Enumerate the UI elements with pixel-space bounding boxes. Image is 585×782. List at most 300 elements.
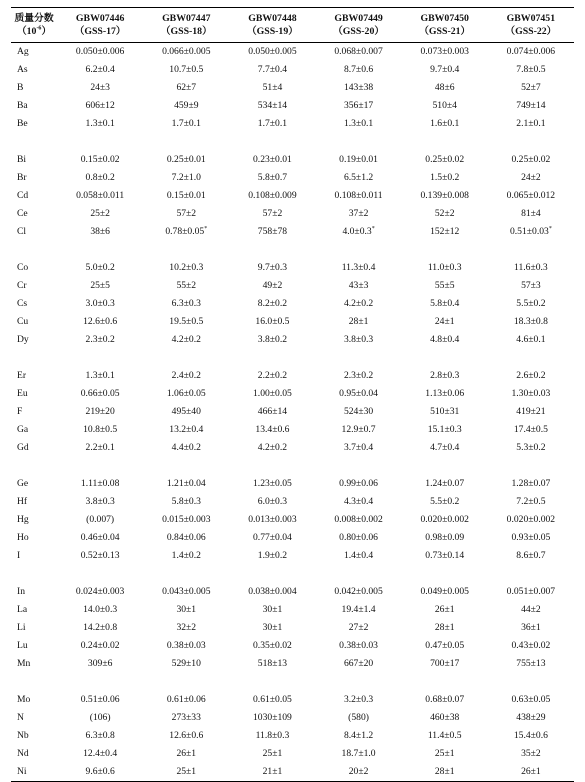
value-cell: (580) bbox=[348, 712, 369, 723]
value-cell: 0.52±0.13 bbox=[80, 550, 120, 561]
value-cell: 24±1 bbox=[434, 316, 455, 327]
value-cell: 3.8±0.2 bbox=[257, 334, 288, 345]
value-cell: 4.0±0.3* bbox=[342, 225, 375, 237]
column-name-0: （GSS-17） bbox=[74, 26, 126, 37]
header-row-codes bbox=[11, 8, 574, 26]
value-cell: 30±1 bbox=[176, 604, 197, 615]
element-symbol: Er bbox=[17, 370, 27, 381]
value-cell: 12.6±0.6 bbox=[83, 316, 118, 327]
value-cell: 2.6±0.2 bbox=[516, 370, 546, 381]
table-row bbox=[11, 331, 574, 349]
value-cell: 4.4±0.2 bbox=[171, 442, 201, 453]
element-symbol: Eu bbox=[17, 388, 28, 399]
table-row bbox=[11, 43, 574, 62]
value-cell: 4.2±0.2 bbox=[343, 298, 374, 309]
table-row bbox=[11, 79, 574, 97]
value-cell: 38±6 bbox=[90, 226, 110, 237]
column-name-3: （GSS-20） bbox=[332, 26, 385, 37]
value-cell: 1.23±0.05 bbox=[253, 478, 292, 489]
table-row bbox=[11, 691, 574, 709]
value-cell: 0.038±0.004 bbox=[248, 586, 297, 597]
element-symbol: Ce bbox=[17, 208, 28, 219]
value-cell: 1.7±0.1 bbox=[257, 118, 288, 129]
value-cell: 459±9 bbox=[174, 100, 199, 111]
value-cell: 1.06±0.05 bbox=[166, 388, 206, 399]
element-symbol: As bbox=[17, 64, 28, 75]
value-cell: 10.8±0.5 bbox=[83, 424, 118, 435]
value-cell: 0.98±0.09 bbox=[425, 532, 465, 543]
value-cell: 1.13±0.06 bbox=[425, 388, 465, 399]
value-cell: 529±10 bbox=[171, 658, 201, 669]
value-cell: 55±5 bbox=[434, 280, 455, 291]
value-cell: 0.15±0.01 bbox=[166, 190, 206, 201]
value-cell: 43±3 bbox=[348, 280, 369, 291]
value-cell: 0.065±0.012 bbox=[506, 190, 556, 201]
element-symbol: Bi bbox=[17, 154, 27, 165]
value-cell: 11.8±0.3 bbox=[255, 730, 290, 741]
value-cell: 24±2 bbox=[521, 172, 541, 183]
value-cell: 35±2 bbox=[521, 748, 541, 759]
element-symbol: Co bbox=[17, 262, 29, 273]
value-cell: 0.35±0.02 bbox=[253, 640, 292, 651]
value-cell: 1.9±0.2 bbox=[257, 550, 288, 561]
value-cell: 1.4±0.2 bbox=[171, 550, 201, 561]
element-symbol: F bbox=[17, 406, 23, 417]
value-cell: 0.015±0.003 bbox=[162, 514, 211, 525]
value-cell: 13.2±0.4 bbox=[169, 424, 204, 435]
value-cell: 0.38±0.03 bbox=[166, 640, 206, 651]
value-cell: 2.4±0.2 bbox=[171, 370, 201, 381]
value-cell: (0.007) bbox=[86, 514, 115, 525]
value-cell: 8.6±0.7 bbox=[516, 550, 546, 561]
value-cell: 28±1 bbox=[434, 766, 455, 777]
value-cell: 0.25±0.01 bbox=[166, 154, 206, 165]
table-row bbox=[11, 313, 574, 331]
value-cell: 518±13 bbox=[257, 658, 288, 669]
value-cell: 6.2±0.4 bbox=[85, 64, 115, 75]
value-cell: 11.6±0.3 bbox=[514, 262, 548, 273]
value-cell: 11.4±0.5 bbox=[427, 730, 462, 741]
unit-label-sub: $(10^{-6})$ bbox=[16, 25, 52, 37]
value-cell: 7.2±0.5 bbox=[516, 496, 546, 507]
table-row bbox=[11, 763, 574, 782]
value-cell: 2.1±0.1 bbox=[516, 118, 546, 129]
value-cell: 758±78 bbox=[257, 226, 288, 237]
value-cell: 6.3±0.8 bbox=[85, 730, 115, 741]
column-code-2: GBW07448 bbox=[248, 13, 297, 24]
table-row bbox=[11, 637, 574, 655]
value-cell: 57±3 bbox=[521, 280, 541, 291]
value-cell: 37±2 bbox=[348, 208, 369, 219]
value-cell: 606±12 bbox=[85, 100, 115, 111]
value-cell: 0.68±0.07 bbox=[425, 694, 465, 705]
element-symbol: Cs bbox=[17, 298, 28, 309]
element-symbol: Ge bbox=[17, 478, 29, 489]
value-cell: 1.11±0.08 bbox=[80, 478, 120, 489]
value-cell: 14.0±0.3 bbox=[83, 604, 118, 615]
table-row bbox=[11, 601, 574, 619]
value-cell: 1.6±0.1 bbox=[430, 118, 460, 129]
table-row bbox=[11, 493, 574, 511]
value-cell: 219±20 bbox=[85, 406, 115, 417]
value-cell: 1.30±0.03 bbox=[511, 388, 551, 399]
element-symbol: Ba bbox=[17, 100, 28, 111]
value-cell: 21±1 bbox=[262, 766, 283, 777]
value-cell: 273±33 bbox=[171, 712, 201, 723]
value-cell: 7.2±1.0 bbox=[171, 172, 201, 183]
value-cell: 5.5±0.2 bbox=[430, 496, 460, 507]
value-cell: 26±1 bbox=[176, 748, 197, 759]
element-symbol: Cl bbox=[17, 226, 27, 237]
value-cell: 755±13 bbox=[516, 658, 546, 669]
value-cell: 3.8±0.3 bbox=[85, 496, 115, 507]
value-cell: 6.5±1.2 bbox=[343, 172, 374, 183]
value-cell: 0.23±0.01 bbox=[253, 154, 292, 165]
value-cell: 0.050±0.005 bbox=[248, 46, 297, 57]
value-cell: 0.24±0.02 bbox=[80, 640, 120, 651]
table-row bbox=[11, 619, 574, 637]
element-symbol: Mn bbox=[17, 658, 31, 669]
value-cell: 0.61±0.05 bbox=[253, 694, 292, 705]
column-code-0: GBW07446 bbox=[75, 13, 125, 24]
element-symbol: Ga bbox=[17, 424, 29, 435]
value-cell: 13.4±0.6 bbox=[255, 424, 290, 435]
value-cell: 2.8±0.3 bbox=[430, 370, 460, 381]
value-cell: 0.19±0.01 bbox=[339, 154, 378, 165]
value-cell: 3.2±0.3 bbox=[343, 694, 374, 705]
value-cell: 19.5±0.5 bbox=[169, 316, 204, 327]
value-cell: 0.074±0.006 bbox=[506, 46, 556, 57]
element-symbol: Ag bbox=[17, 46, 29, 57]
value-cell: 524±30 bbox=[343, 406, 374, 417]
value-cell: 6.0±0.3 bbox=[257, 496, 288, 507]
value-cell: 62±7 bbox=[176, 82, 197, 93]
table-row bbox=[11, 223, 574, 241]
value-cell: 25±5 bbox=[90, 280, 110, 291]
column-code-3: GBW07449 bbox=[334, 13, 383, 24]
element-symbol: Gd bbox=[17, 442, 29, 453]
value-cell: 4.2±0.2 bbox=[257, 442, 288, 453]
value-cell: 7.7±0.4 bbox=[257, 64, 288, 75]
value-cell: 0.108±0.009 bbox=[248, 190, 297, 201]
value-cell: 36±1 bbox=[521, 622, 541, 633]
element-symbol: Br bbox=[17, 172, 27, 183]
column-code-4: GBW07450 bbox=[420, 13, 469, 24]
element-symbol: B bbox=[17, 82, 24, 93]
table-row bbox=[11, 745, 574, 763]
value-cell: 5.8±0.3 bbox=[171, 496, 201, 507]
value-cell: 3.0±0.3 bbox=[85, 298, 115, 309]
value-cell: 0.024±0.003 bbox=[75, 586, 125, 597]
value-cell: 0.15±0.02 bbox=[80, 154, 120, 165]
value-cell: 4.6±0.1 bbox=[516, 334, 546, 345]
value-cell: 44±2 bbox=[521, 604, 541, 615]
value-cell: 1.3±0.1 bbox=[85, 118, 115, 129]
value-cell: 26±1 bbox=[434, 604, 455, 615]
value-cell: 15.1±0.3 bbox=[427, 424, 462, 435]
value-cell: 27±2 bbox=[348, 622, 369, 633]
group-spacer bbox=[11, 565, 574, 583]
element-symbol: I bbox=[17, 550, 21, 561]
element-symbol: Ni bbox=[17, 766, 27, 777]
value-cell: 8.4±1.2 bbox=[343, 730, 374, 741]
table-body bbox=[11, 43, 574, 782]
value-cell: (106) bbox=[89, 712, 111, 723]
value-cell: 0.63±0.05 bbox=[511, 694, 551, 705]
value-cell: 30±1 bbox=[262, 604, 283, 615]
value-cell: 12.4±0.4 bbox=[83, 748, 118, 759]
value-cell: 143±38 bbox=[343, 82, 374, 93]
footnote-mark: * bbox=[204, 225, 208, 232]
value-cell: 0.25±0.02 bbox=[425, 154, 465, 165]
value-cell: 2.2±0.2 bbox=[257, 370, 288, 381]
value-cell: 0.068±0.007 bbox=[334, 46, 383, 57]
value-cell: 16.0±0.5 bbox=[255, 316, 290, 327]
value-cell: 10.2±0.3 bbox=[169, 262, 204, 273]
value-cell: 0.008±0.002 bbox=[334, 514, 383, 525]
table-row bbox=[11, 115, 574, 133]
value-cell: 5.0±0.2 bbox=[85, 262, 115, 273]
value-cell: 11.3±0.4 bbox=[341, 262, 376, 273]
value-cell: 5.8±0.7 bbox=[257, 172, 288, 183]
group-spacer bbox=[11, 457, 574, 475]
element-symbol: Hg bbox=[17, 514, 29, 525]
value-cell: 30±1 bbox=[262, 622, 283, 633]
value-cell: 52±2 bbox=[434, 208, 455, 219]
table-row bbox=[11, 385, 574, 403]
element-symbol: Be bbox=[17, 118, 28, 129]
value-cell: 2.3±0.2 bbox=[85, 334, 115, 345]
table-row bbox=[11, 187, 574, 205]
value-cell: 0.38±0.03 bbox=[339, 640, 378, 651]
element-symbol: Mo bbox=[17, 694, 31, 705]
value-cell: 0.73±0.14 bbox=[425, 550, 465, 561]
value-cell: 9.7±0.4 bbox=[430, 64, 460, 75]
element-symbol: La bbox=[17, 604, 28, 615]
value-cell: 25±2 bbox=[90, 208, 110, 219]
value-cell: 11.0±0.3 bbox=[427, 262, 462, 273]
value-cell: 9.7±0.3 bbox=[257, 262, 288, 273]
value-cell: 1.5±0.2 bbox=[430, 172, 460, 183]
element-symbol: Lu bbox=[17, 640, 28, 651]
value-cell: 3.8±0.3 bbox=[343, 334, 374, 345]
value-cell: 12.6±0.6 bbox=[169, 730, 204, 741]
value-cell: 28±1 bbox=[348, 316, 369, 327]
value-cell: 20±2 bbox=[348, 766, 369, 777]
value-cell: 5.8±0.4 bbox=[430, 298, 460, 309]
value-cell: 4.3±0.4 bbox=[343, 496, 374, 507]
table-row bbox=[11, 61, 574, 79]
element-symbol: Nb bbox=[17, 730, 29, 741]
column-name-5: （GSS-22） bbox=[505, 26, 557, 37]
footnote-mark: * bbox=[371, 225, 375, 232]
value-cell: 0.020±0.002 bbox=[420, 514, 469, 525]
value-cell: 0.013±0.003 bbox=[248, 514, 297, 525]
value-cell: 0.78±0.05* bbox=[165, 225, 208, 237]
group-spacer bbox=[11, 241, 574, 259]
value-cell: 14.2±0.8 bbox=[83, 622, 118, 633]
value-cell: 0.139±0.008 bbox=[420, 190, 469, 201]
value-cell: 1.24±0.07 bbox=[425, 478, 465, 489]
footnote-mark: * bbox=[548, 225, 552, 232]
value-cell: 18.7±1.0 bbox=[341, 748, 376, 759]
value-cell: 0.61±0.06 bbox=[166, 694, 206, 705]
table-row bbox=[11, 727, 574, 745]
value-cell: 25±1 bbox=[262, 748, 283, 759]
value-cell: 4.8±0.4 bbox=[430, 334, 460, 345]
value-cell: 0.84±0.06 bbox=[166, 532, 206, 543]
value-cell: 52±7 bbox=[521, 82, 541, 93]
element-symbol: Nd bbox=[17, 748, 29, 759]
table-row bbox=[11, 367, 574, 385]
value-cell: 19.4±1.4 bbox=[341, 604, 376, 615]
group-spacer bbox=[11, 133, 574, 151]
value-cell: 1.21±0.04 bbox=[166, 478, 206, 489]
value-cell: 18.3±0.8 bbox=[513, 316, 548, 327]
value-cell: 25±1 bbox=[176, 766, 197, 777]
value-cell: 0.108±0.011 bbox=[334, 190, 383, 201]
table-row bbox=[11, 511, 574, 529]
value-cell: 0.8±0.2 bbox=[85, 172, 115, 183]
value-cell: 0.99±0.06 bbox=[339, 478, 378, 489]
column-code-1: GBW07447 bbox=[162, 13, 211, 24]
value-cell: 6.3±0.3 bbox=[171, 298, 201, 309]
value-cell: 55±2 bbox=[176, 280, 197, 291]
value-cell: 1.7±0.1 bbox=[171, 118, 201, 129]
value-cell: 1030±109 bbox=[253, 712, 292, 723]
value-cell: 1.3±0.1 bbox=[343, 118, 374, 129]
element-symbol: Ho bbox=[17, 532, 29, 543]
table-row bbox=[11, 205, 574, 223]
value-cell: 10.7±0.5 bbox=[169, 64, 204, 75]
table-row bbox=[11, 259, 574, 277]
table-row bbox=[11, 421, 574, 439]
value-cell: 57±2 bbox=[262, 208, 283, 219]
value-cell: 356±17 bbox=[343, 100, 374, 111]
column-name-1: （GSS-18） bbox=[160, 26, 212, 37]
value-cell: 495±40 bbox=[171, 406, 201, 417]
value-cell: 5.5±0.2 bbox=[516, 298, 546, 309]
value-cell: 2.2±0.1 bbox=[85, 442, 115, 453]
value-cell: 1.4±0.4 bbox=[343, 550, 374, 561]
table-row bbox=[11, 655, 574, 673]
value-cell: 309±6 bbox=[87, 658, 113, 669]
value-cell: 2.3±0.2 bbox=[343, 370, 374, 381]
value-cell: 0.66±0.05 bbox=[80, 388, 120, 399]
value-cell: 0.77±0.04 bbox=[253, 532, 292, 543]
value-cell: 0.93±0.05 bbox=[511, 532, 551, 543]
value-cell: 24±3 bbox=[90, 82, 110, 93]
value-cell: 667±20 bbox=[343, 658, 374, 669]
table-row bbox=[11, 709, 574, 727]
value-cell: 1.28±0.07 bbox=[511, 478, 551, 489]
value-cell: 48±6 bbox=[434, 82, 455, 93]
value-cell: 12.9±0.7 bbox=[341, 424, 376, 435]
value-cell: 28±1 bbox=[434, 622, 455, 633]
value-cell: 0.80±0.06 bbox=[339, 532, 378, 543]
value-cell: 9.6±0.6 bbox=[85, 766, 115, 777]
table-row bbox=[11, 277, 574, 295]
value-cell: 4.2±0.2 bbox=[171, 334, 201, 345]
value-cell: 460±38 bbox=[430, 712, 460, 723]
table-row bbox=[11, 97, 574, 115]
value-cell: 438±29 bbox=[516, 712, 546, 723]
value-cell: 1.3±0.1 bbox=[85, 370, 115, 381]
value-cell: 0.066±0.005 bbox=[162, 46, 211, 57]
element-symbol: N bbox=[17, 712, 24, 723]
value-cell: 17.4±0.5 bbox=[513, 424, 548, 435]
value-cell: 0.25±0.02 bbox=[511, 154, 551, 165]
value-cell: 15.4±0.6 bbox=[513, 730, 548, 741]
group-spacer bbox=[11, 673, 574, 691]
value-cell: 0.95±0.04 bbox=[339, 388, 378, 399]
value-cell: 0.51±0.03* bbox=[509, 225, 552, 237]
value-cell: 700±17 bbox=[430, 658, 460, 669]
element-symbol: In bbox=[17, 586, 25, 597]
column-name-4: （GSS-21） bbox=[419, 26, 471, 37]
table-row bbox=[11, 403, 574, 421]
column-code-5: GBW07451 bbox=[506, 13, 556, 24]
value-cell: 8.7±0.6 bbox=[343, 64, 374, 75]
value-cell: 510±4 bbox=[432, 100, 457, 111]
value-cell: 32±2 bbox=[176, 622, 197, 633]
element-symbol: Cu bbox=[17, 316, 29, 327]
header-row-names bbox=[11, 25, 574, 43]
value-cell: 510±31 bbox=[430, 406, 460, 417]
value-cell: 57±2 bbox=[176, 208, 197, 219]
table-row bbox=[11, 295, 574, 313]
value-cell: 0.51±0.06 bbox=[80, 694, 120, 705]
value-cell: 7.8±0.5 bbox=[516, 64, 546, 75]
value-cell: 0.46±0.04 bbox=[80, 532, 120, 543]
element-symbol: Cr bbox=[17, 280, 27, 291]
group-spacer bbox=[11, 349, 574, 367]
value-cell: 0.050±0.006 bbox=[75, 46, 125, 57]
element-symbol: Hf bbox=[17, 496, 28, 507]
table-row bbox=[11, 529, 574, 547]
column-name-2: （GSS-19） bbox=[246, 26, 299, 37]
value-cell: 0.43±0.02 bbox=[511, 640, 551, 651]
value-cell: 0.043±0.005 bbox=[162, 586, 211, 597]
value-cell: 25±1 bbox=[434, 748, 455, 759]
value-cell: 534±14 bbox=[257, 100, 288, 111]
table-row bbox=[11, 547, 574, 565]
value-cell: 419±21 bbox=[516, 406, 546, 417]
value-cell: 0.058±0.011 bbox=[76, 190, 125, 201]
value-cell: 466±14 bbox=[257, 406, 288, 417]
value-cell: 5.3±0.2 bbox=[516, 442, 546, 453]
value-cell: 49±2 bbox=[262, 280, 283, 291]
table-row bbox=[11, 583, 574, 601]
table-row bbox=[11, 151, 574, 169]
value-cell: 152±12 bbox=[430, 226, 460, 237]
reference-values-table bbox=[11, 7, 574, 782]
element-symbol: Li bbox=[17, 622, 26, 633]
value-cell: 0.042±0.005 bbox=[334, 586, 383, 597]
value-cell: 0.020±0.002 bbox=[506, 514, 556, 525]
value-cell: 0.073±0.003 bbox=[420, 46, 469, 57]
table-row bbox=[11, 439, 574, 457]
value-cell: 0.47±0.05 bbox=[425, 640, 465, 651]
value-cell: 81±4 bbox=[521, 208, 541, 219]
value-cell: 0.051±0.007 bbox=[506, 586, 556, 597]
table-row bbox=[11, 475, 574, 493]
value-cell: 26±1 bbox=[521, 766, 541, 777]
value-cell: 749±14 bbox=[516, 100, 546, 111]
unit-label: 质量分数 bbox=[14, 13, 54, 24]
table-row bbox=[11, 169, 574, 187]
value-cell: 51±4 bbox=[262, 82, 283, 93]
